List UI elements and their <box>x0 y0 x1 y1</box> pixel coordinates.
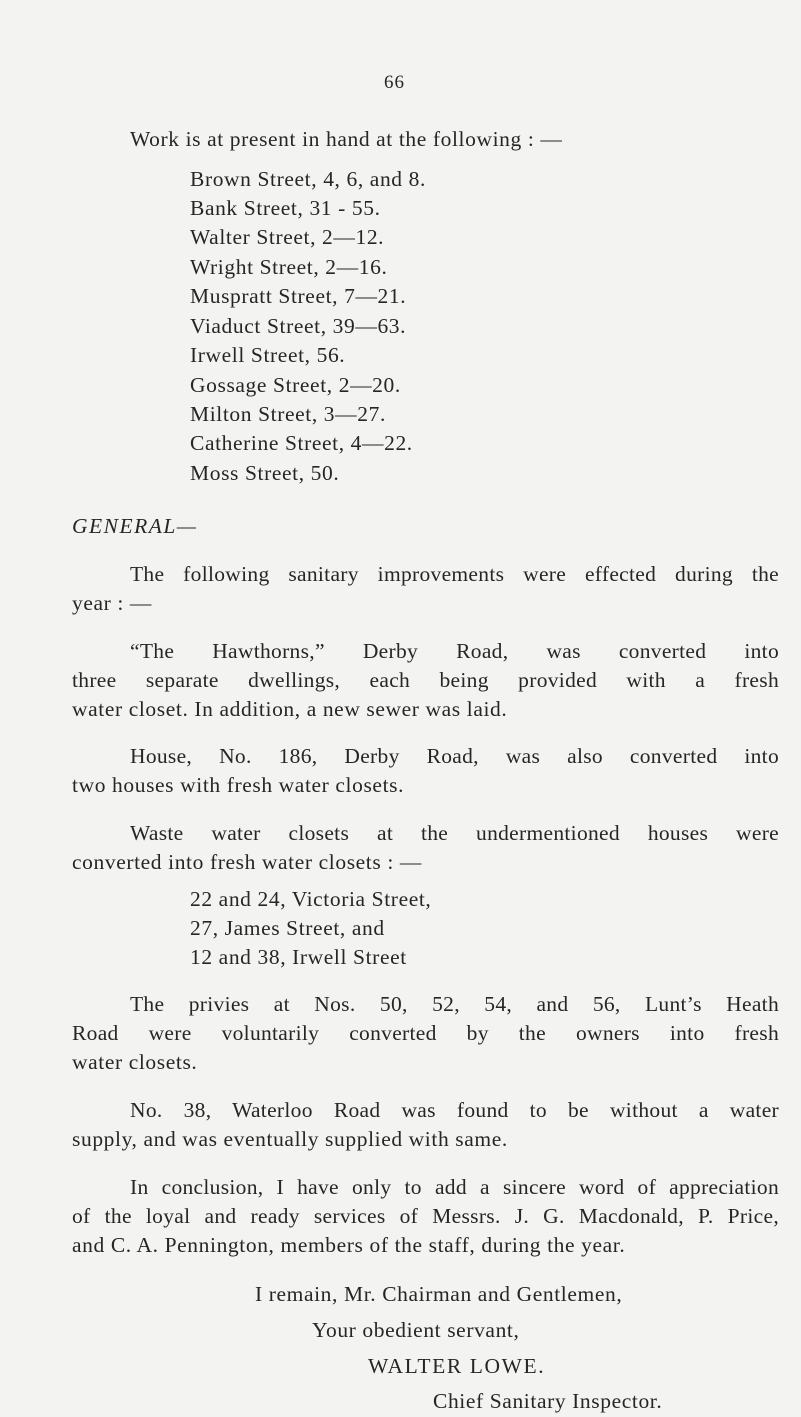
text-line: and C. A. Pennington, members of the staff, during the year. <box>72 1233 626 1257</box>
text-line: Road were voluntarily converted by the owners into fresh <box>72 1021 779 1045</box>
sign-off: Your obedient servant, <box>312 1318 520 1342</box>
text-line: Waste water closets at the undermentioned houses were <box>130 821 779 845</box>
street-item: Milton Street, 3—27. <box>190 402 386 426</box>
house-item: 27, James Street, and <box>190 916 385 940</box>
text-line: converted into fresh water closets : — <box>72 850 422 874</box>
street-item: Moss Street, 50. <box>190 461 340 485</box>
text-line: year : — <box>72 591 153 615</box>
signatory-title: Chief Sanitary Inspector. <box>433 1389 663 1413</box>
text-line: The privies at Nos. 50, 52, 54, and 56, Lunt’s Heath <box>130 992 779 1016</box>
text-line: water closet. In addition, a new sewer was laid. <box>72 697 508 721</box>
street-item: Viaduct Street, 39—63. <box>190 314 407 338</box>
house-item: 22 and 24, Victoria Street, <box>190 887 432 911</box>
street-item: Muspratt Street, 7—21. <box>190 284 407 308</box>
street-item: Walter Street, 2—12. <box>190 225 385 249</box>
text-line: In conclusion, I have only to add a sincere word of appreciation <box>130 1175 779 1199</box>
street-item: Wright Street, 2—16. <box>190 255 388 279</box>
text-line: two houses with fresh water closets. <box>72 773 405 797</box>
closing-line: I remain, Mr. Chairman and Gentlemen, <box>255 1282 623 1306</box>
house-item: 12 and 38, Irwell Street <box>190 945 407 969</box>
intro-line: Work is at present in hand at the following : — <box>130 127 563 151</box>
page-number: 66 <box>384 72 405 93</box>
text-line: The following sanitary improvements were effected during the <box>130 562 779 586</box>
street-item: Irwell Street, 56. <box>190 343 346 367</box>
street-item: Bank Street, 31 - 55. <box>190 196 381 220</box>
text-line: three separate dwellings, each being provided with a fresh <box>72 668 779 692</box>
street-item: Catherine Street, 4—22. <box>190 431 413 455</box>
street-item: Gossage Street, 2—20. <box>190 373 401 397</box>
section-heading: GENERAL— <box>72 514 198 538</box>
text-line: supply, and was eventually supplied with same. <box>72 1127 508 1151</box>
text-line: No. 38, Waterloo Road was found to be without a water <box>130 1098 779 1122</box>
text-line: of the loyal and ready services of Messrs. J. G. Macdonald, P. Price, <box>72 1204 779 1228</box>
text-line: House, No. 186, Derby Road, was also converted into <box>130 744 779 768</box>
street-item: Brown Street, 4, 6, and 8. <box>190 167 426 191</box>
signature: WALTER LOWE. <box>368 1354 546 1378</box>
text-line: water closets. <box>72 1050 198 1074</box>
text-line: “The Hawthorns,” Derby Road, was converted into <box>130 639 779 663</box>
